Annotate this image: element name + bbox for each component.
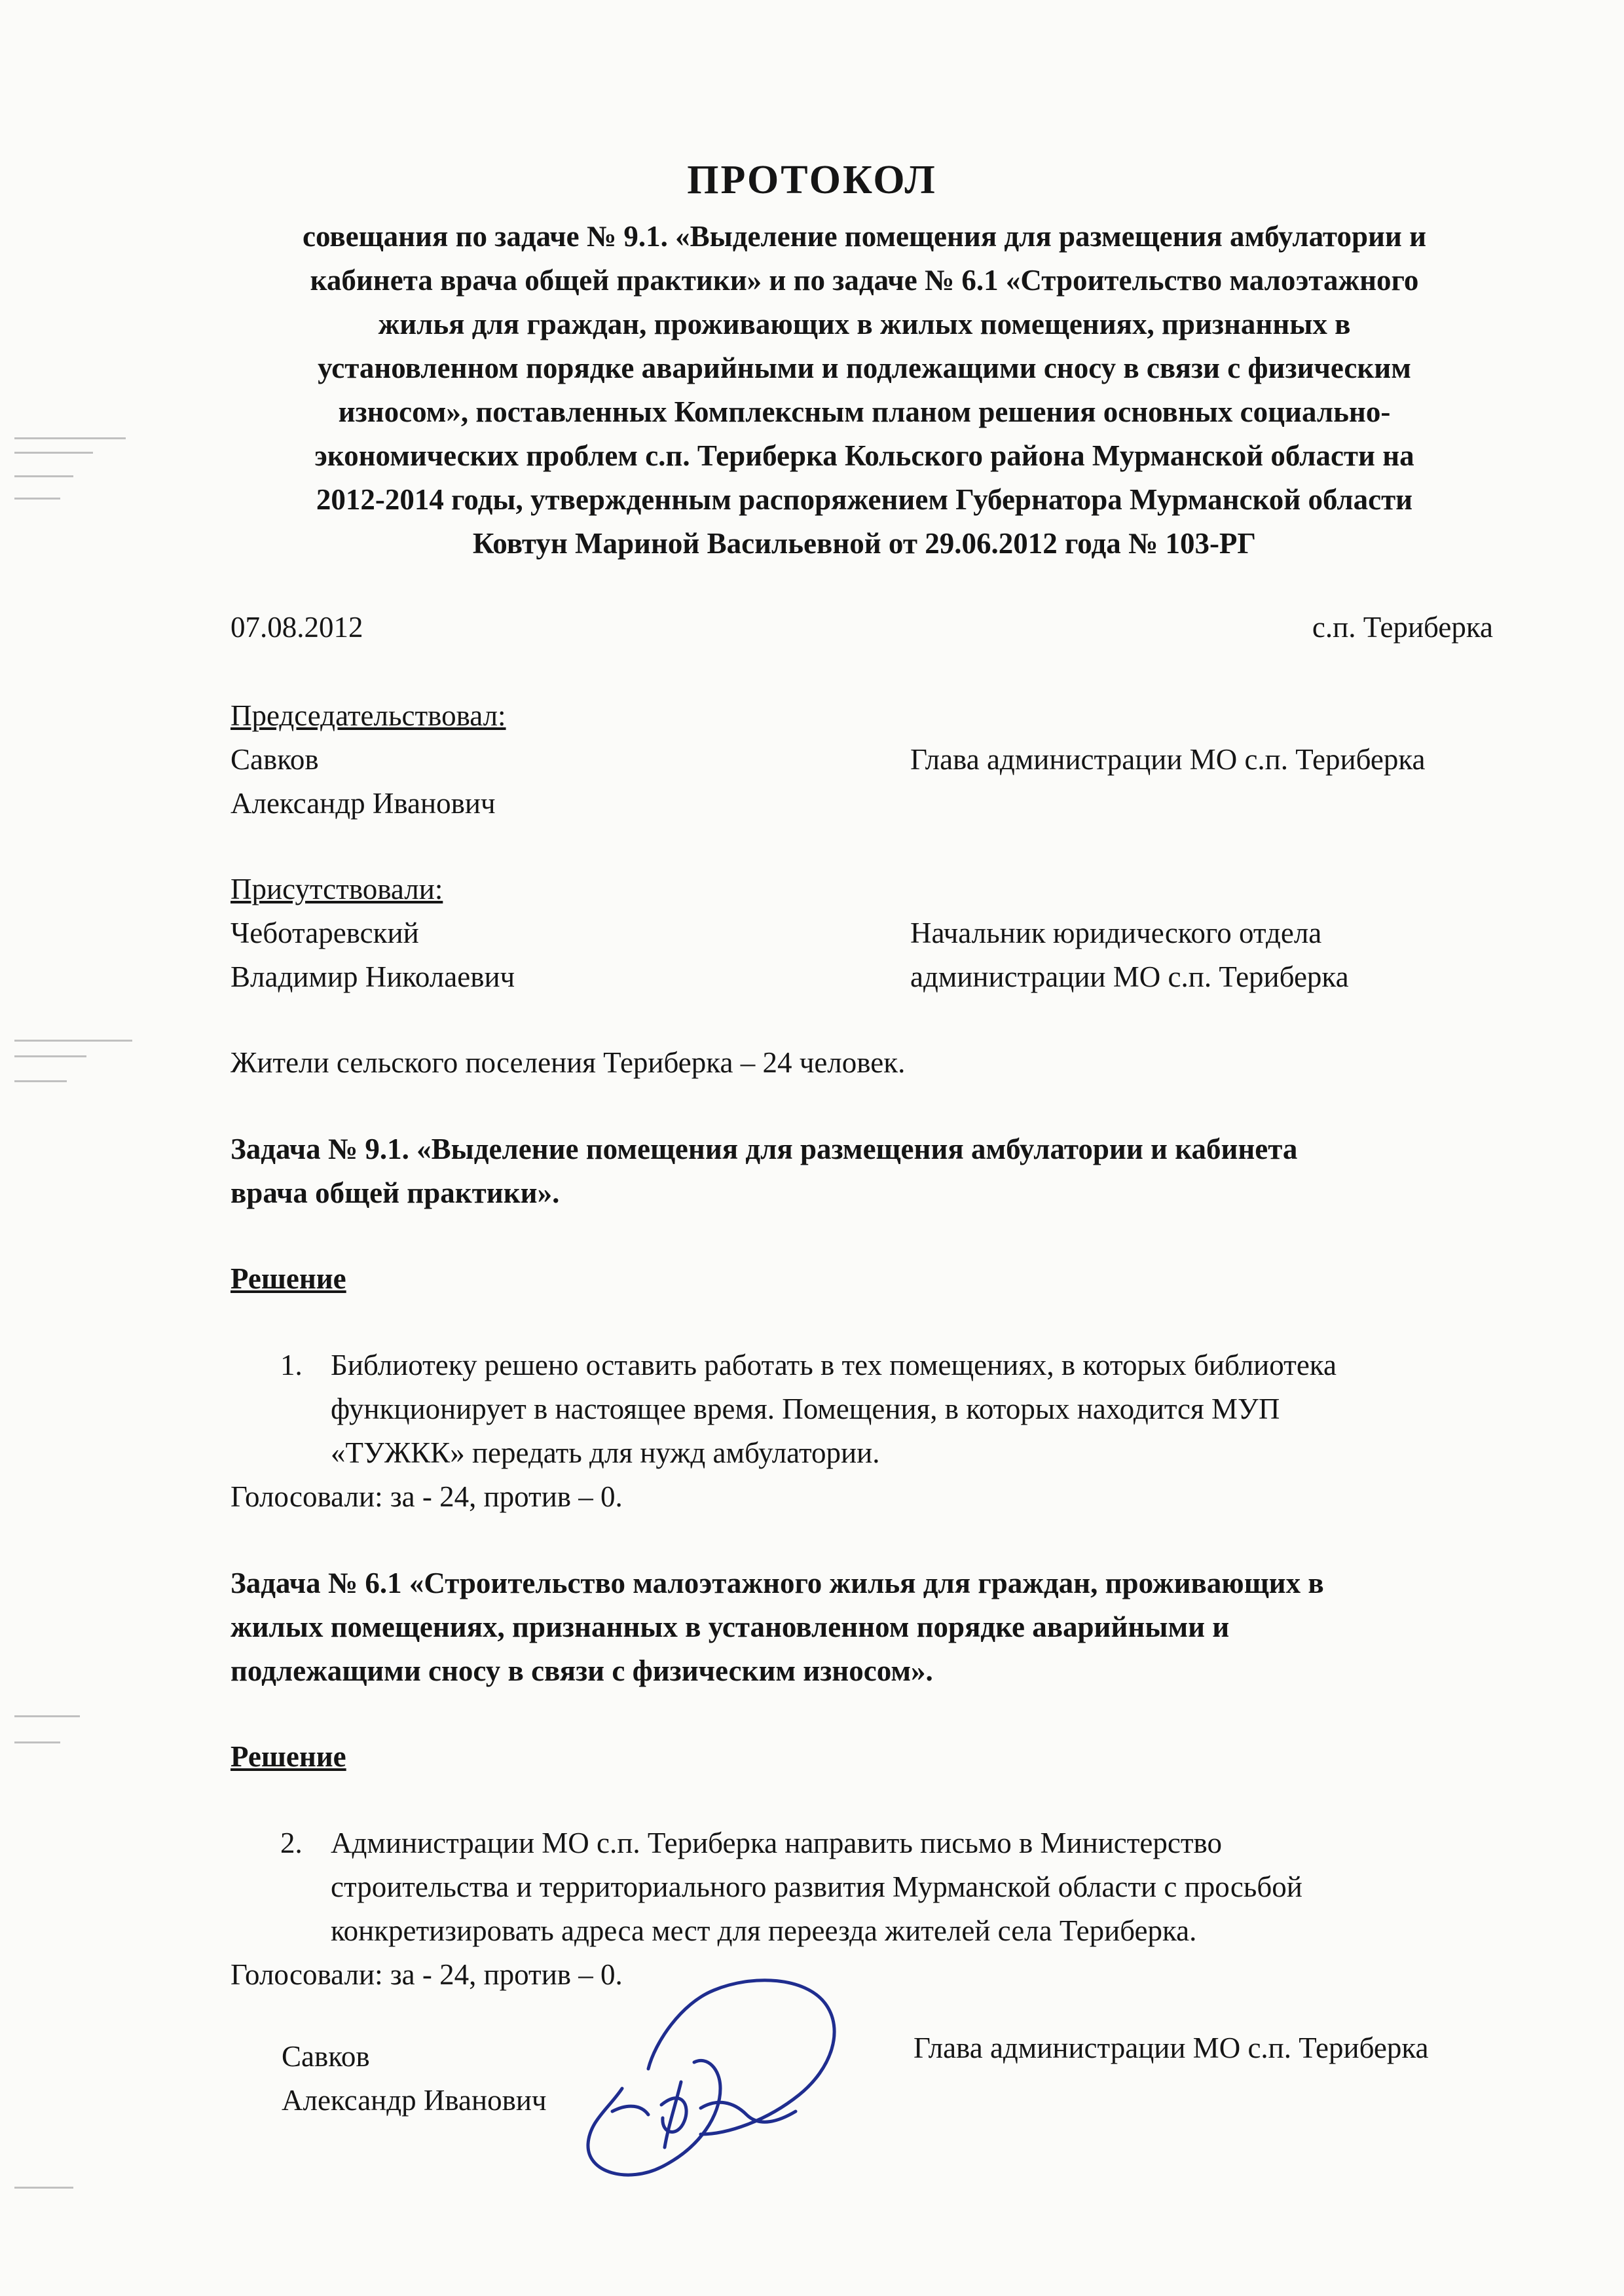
task2-item-line: Администрации МО с.п. Териберка направить письмо в Министерство: [331, 1827, 1222, 1859]
subtitle-line: экономических проблем с.п. Териберка Кольского района Мурманской области на: [314, 439, 1414, 472]
subtitle-line: совещания по задаче № 9.1. «Выделение помещения для размещения амбулатории и: [303, 220, 1426, 253]
task1-heading-line1: Задача № 9.1. «Выделение помещения для размещения амбулатории и кабинета: [231, 1133, 1298, 1165]
meeting-date: 07.08.2012: [231, 611, 363, 644]
subtitle-line: кабинета врача общей практики» и по задаче № 6.1 «Строительство малоэтажного: [310, 264, 1419, 297]
chair-position: Глава администрации МО с.п. Териберка: [910, 743, 1426, 776]
task2-decision-heading: Решение: [231, 1740, 346, 1773]
subtitle-line: жилья для граждан, проживающих в жилых помещениях, признанных в: [378, 308, 1351, 340]
signatory-given-name: Александр Иванович: [282, 2084, 547, 2117]
document-title: ПРОТОКОЛ: [687, 158, 937, 202]
chair-name-given: Александр Иванович: [231, 787, 496, 820]
meeting-place: с.п. Териберка: [1312, 611, 1493, 644]
task1-decision-heading: Решение: [231, 1262, 346, 1295]
present-position-line2: администрации МО с.п. Териберка: [910, 960, 1349, 993]
present-name-given: Владимир Николаевич: [231, 960, 515, 993]
task2-vote: Голосовали: за - 24, против – 0.: [231, 1958, 623, 1991]
task2-item-line: конкретизировать адреса мест для переезда жителей села Териберка.: [331, 1914, 1197, 1947]
signatory-surname: Савков: [282, 2040, 370, 2073]
chaired-heading: Председательствовал:: [231, 699, 506, 732]
subtitle-line: износом», поставленных Комплексным планом решения основных социально-: [338, 395, 1391, 428]
signatory-position: Глава администрации МО с.п. Териберка: [913, 2032, 1429, 2064]
subtitle-line: установленном порядке аварийными и подлежащими сносу в связи с физическим: [318, 352, 1411, 384]
handwritten-signature: [550, 1958, 917, 2193]
document-subtitle: [223, 215, 1506, 566]
present-heading: Присутствовали:: [231, 873, 443, 905]
task1-item-line: Библиотеку решено оставить работать в тех помещениях, в которых библиотека: [331, 1349, 1337, 1381]
task1-item-number: 1.: [280, 1349, 303, 1381]
present-name-surname: Чеботаревский: [231, 917, 419, 949]
task2-heading-line2: жилых помещениях, признанных в установленном порядке аварийными и: [231, 1611, 1230, 1643]
task1-vote: Голосовали: за - 24, против – 0.: [231, 1480, 623, 1513]
task2-item-line: строительства и территориального развития Мурманской области с просьбой: [331, 1870, 1302, 1903]
task2-heading-line3: подлежащими сносу в связи с физическим износом».: [231, 1654, 933, 1687]
signature-stroke: [665, 2082, 681, 2147]
task1-item-line: функционирует в настоящее время. Помещения, в которых находится МУП: [331, 1393, 1280, 1425]
task1-heading-line2: врача общей практики».: [231, 1176, 560, 1209]
present-position-line1: Начальник юридического отдела: [910, 917, 1322, 949]
subtitle-line: Ковтун Мариной Васильевной от 29.06.2012 года № 103-РГ: [472, 527, 1257, 560]
signature-stroke: [612, 2106, 648, 2115]
residents-line: Жители сельского поселения Териберка – 24 человек.: [231, 1046, 906, 1079]
task2-item-number: 2.: [280, 1827, 303, 1859]
task1-item-line: «ТУЖКК» передать для нужд амбулатории.: [331, 1436, 880, 1469]
subtitle-line: 2012-2014 годы, утвержденным распоряжением Губернатора Мурманской области: [316, 483, 1413, 516]
signature-stroke: [588, 2060, 720, 2175]
task2-heading-line1: Задача № 6.1 «Строительство малоэтажного жилья для граждан, проживающих в: [231, 1567, 1324, 1599]
chair-name-surname: Савков: [231, 743, 319, 776]
